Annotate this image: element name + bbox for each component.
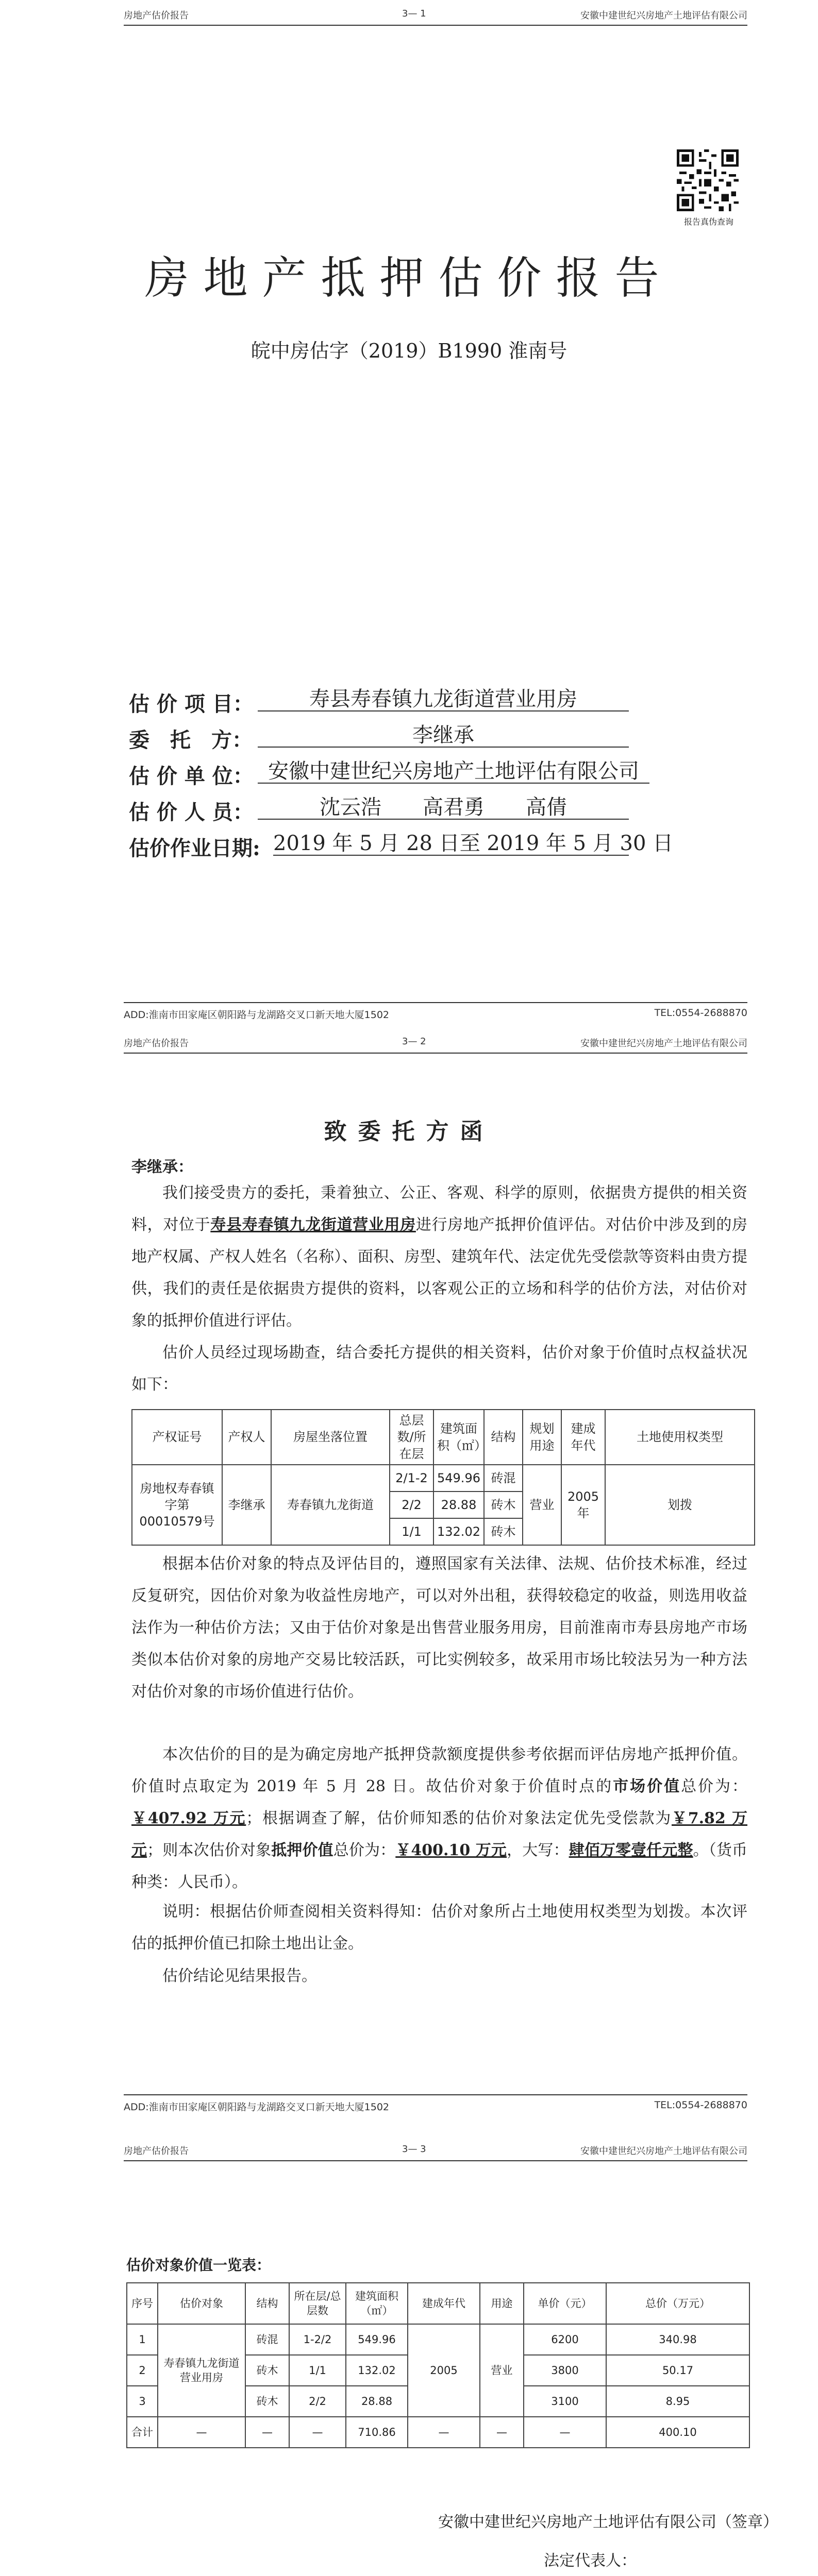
table-cell: 砖木 [484,1518,523,1545]
letter-paragraph-2: 估价人员经过现场勘查，结合委托方提供的相关资料，估价对象于价值时点权益状况如下： [131,1344,747,1394]
market-value-label: 市场价值 [613,1777,681,1795]
table-cell: — [158,2417,245,2448]
legal-representative: 法定代表人： [544,2552,637,2570]
table-cell: 砖木 [484,1492,523,1518]
info-label: 委 托 方： [129,728,253,752]
text-span: 总价为： [333,1841,396,1859]
header-left: 房地产估价报告 [124,2146,189,2157]
table-cell: — [289,2417,346,2448]
text-span: ；根据调查了解，估价师知悉的估价对象法定优先受偿款为 [246,1809,672,1827]
table-header: 所在层/总层数 [289,2283,346,2324]
table-cell: 710.86 [346,2417,408,2448]
header-right: 安徽中建世纪兴房地产土地评估有限公司 [580,10,747,21]
table-cell-cert: 房地权寿春镇字第00010579号 [132,1465,222,1545]
header-page-number: 3— 3 [402,2144,426,2155]
footer-address: ADD:淮南市田家庵区朝阳路与龙湖路交叉口新天地大厦1502 [124,1009,390,1021]
table-header: 规划用途 [523,1410,561,1465]
text-span: 本次估价的目的是为确定房地产抵押贷款额度提供参考依据而评估房地产抵押价值。价值时点取定为 2019 年 5 月 28 日。故估价对象于价值时点的 [131,1745,747,1795]
page-header [124,1033,747,1054]
table-cell-year: 2005 [408,2324,480,2417]
company-seal-line: 安徽中建世纪兴房地产土地评估有限公司（签章） [438,2513,778,2531]
table-cell-object: 寿春镇九龙街道营业用房 [158,2324,245,2417]
table-cell: 132.02 [433,1518,484,1545]
header-page-number: 3— 2 [402,1036,426,1047]
table-cell: 28.88 [433,1492,484,1518]
page-header [124,5,747,26]
table-row-total [127,2417,749,2448]
table-header: 估价对象 [158,2283,245,2324]
footer-address: ADD:淮南市田家庵区朝阳路与龙湖路交叉口新天地大厦1502 [124,2102,390,2113]
table-header: 房屋坐落位置 [271,1410,390,1465]
table-cell: 8.95 [606,2386,749,2417]
table-cell-owner: 李继承 [222,1465,271,1545]
table-header: 土地使用权类型 [605,1410,755,1465]
letter-paragraph-3: 根据本估价对象的特点及评估目的，遵照国家有关法律、法规、估价技术标准，经过反复研究，因估价对象为收益性房地产，可以对外出租，获得较稳定的收益，则选用收益法作为一种估价方法；又由于估价对象是出售营业服务用房，目前淮南市寿县房地产市场类似本估价对象的房地产交易比较活跃，可比实例较多，故采用市场比较法另为一种方法对估价对象的市场价值进行估价。 [131,1555,747,1701]
header-left: 房地产估价报告 [124,1038,189,1049]
text-span: ；则本次估价对象 [147,1841,272,1859]
footer-tel: TEL:0554-2688870 [654,2099,747,2111]
info-value: 沈云浩 高君勇 高倩 [258,796,629,820]
info-label: 估价作业日期: [129,836,260,860]
table-cell: — [480,2417,524,2448]
page-footer [124,1002,747,1022]
text-span: 进行房地产抵押价值评估。对估价中涉及到的房地产权属、产权人姓名（名称）、面积、房型、建筑年代、法定优先受偿款等资料由贵方提供，我们的责任是依据贵方提供的资料，以客观公正的立场和科学的估价方法，对估价对象的抵押价值进行评估。 [131,1216,748,1330]
table-cell-land: 划拨 [605,1465,755,1545]
header-page-number: 3— 1 [402,8,426,19]
table-header: 结构 [245,2283,289,2324]
info-value: 李继承 [258,724,629,748]
table-cell: — [524,2417,606,2448]
table-cell: 1 [127,2324,158,2355]
table-header: 建筑面积（㎡） [346,2283,408,2324]
table-cell: 2/2 [390,1492,433,1518]
table-cell: 6200 [524,2324,606,2355]
mortgage-value-words: 肆佰万零壹仟元整 [569,1841,693,1859]
text-span: 总价为： [681,1777,748,1795]
table-cell: 3100 [524,2386,606,2417]
table-cell: — [408,2417,480,2448]
table-cell: 砖混 [245,2324,289,2355]
summary-title: 估价对象价值一览表： [126,2257,271,2274]
header-right: 安徽中建世纪兴房地产土地评估有限公司 [580,2146,747,2157]
table-cell: 砖木 [245,2386,289,2417]
table-header: 建成年代 [561,1410,605,1465]
table-cell: 砖混 [484,1465,523,1492]
info-value: 寿县寿春镇九龙街道营业用房 [258,688,629,711]
property-rights-table [131,1409,755,1546]
info-label: 估 价 人 员： [129,800,254,824]
table-cell: 400.10 [606,2417,749,2448]
table-header: 用途 [480,2283,524,2324]
letter-title: 致委托方函 [324,1118,494,1145]
table-cell: 549.96 [346,2324,408,2355]
table-header: 建筑面积（㎡） [433,1410,484,1465]
table-header: 总层数/所在层 [390,1410,433,1465]
header-left: 房地产估价报告 [124,10,189,21]
priority-payment-amount: ￥7.82 万元 [131,1809,748,1859]
table-cell: 砖木 [245,2355,289,2386]
table-cell: 合计 [127,2417,158,2448]
property-name: 寿县寿春镇九龙街道营业用房 [210,1216,416,1234]
letter-salutation: 李继承： [131,1158,193,1176]
table-cell: 28.88 [346,2386,408,2417]
table-cell-year: 2005 年 [561,1465,605,1545]
qr-code-icon[interactable] [677,149,739,211]
table-cell: 549.96 [433,1465,484,1492]
footer-tel: TEL:0554-2688870 [654,1007,747,1019]
table-cell-use: 营业 [523,1465,561,1545]
info-label: 估 价 单 位： [129,764,254,788]
text-span: ，大写： [507,1841,569,1859]
table-header: 产权证号 [132,1410,222,1465]
letter-paragraph-5: 说明：根据估价师查阅相关资料得知：估价对象所占土地使用权类型为划拨。本次评估的抵押价值已扣除土地出让金。 [131,1903,747,1953]
report-number: 皖中房估字（2019）B1990 淮南号 [251,340,567,362]
table-row [127,2324,749,2355]
mortgage-value-label: 抵押价值 [271,1841,333,1859]
table-header: 建成年代 [408,2283,480,2324]
table-header: 产权人 [222,1410,271,1465]
table-cell-location: 寿春镇九龙街道 [271,1465,390,1545]
page-footer [124,2094,747,2114]
letter-paragraph-4 [131,1739,747,1899]
table-cell: 340.98 [606,2324,749,2355]
summary-table [126,2282,750,2448]
table-cell: 2/2 [289,2386,346,2417]
table-cell: 1/1 [289,2355,346,2386]
table-cell: 3800 [524,2355,606,2386]
table-cell: 132.02 [346,2355,408,2386]
table-cell: — [245,2417,289,2448]
text-span: 我们接受贵方的委托，秉着独立、公正、客观、科学的原则，依据贵方提供的相关资料，对位于 [131,1184,747,1234]
info-value: 安徽中建世纪兴房地产土地评估有限公司 [258,760,649,784]
market-value-amount: ￥407.92 万元 [131,1809,246,1827]
table-cell: 1-2/2 [289,2324,346,2355]
table-cell-use: 营业 [480,2324,524,2417]
page-cover [0,0,818,1028]
table-cell: 2 [127,2355,158,2386]
letter-paragraph-6: 估价结论见结果报告。 [162,1967,317,1985]
table-cell: 3 [127,2386,158,2417]
table-cell: 1/1 [390,1518,433,1545]
header-right: 安徽中建世纪兴房地产土地评估有限公司 [580,1038,747,1049]
letter-paragraph-1 [131,1177,747,1337]
table-header: 单价（元） [524,2283,606,2324]
report-title: 房地产抵押估价报告 [144,252,674,304]
table-cell: 50.17 [606,2355,749,2386]
info-label: 估 价 项 目： [129,692,254,716]
table-header: 结构 [484,1410,523,1465]
table-cell: 2/1-2 [390,1465,433,1492]
info-value: 2019 年 5 月 28 日至 2019 年 5 月 30 日 [273,832,674,855]
mortgage-value-amount: ￥400.10 万元 [395,1841,507,1859]
text-span: 。（货币种类：人民币）。 [131,1841,748,1891]
page-header [124,2141,747,2161]
qr-code-label: 报告真伪查询 [683,217,733,227]
table-header: 序号 [127,2283,158,2324]
table-header: 总价（万元） [606,2283,749,2324]
table-row [132,1465,755,1492]
